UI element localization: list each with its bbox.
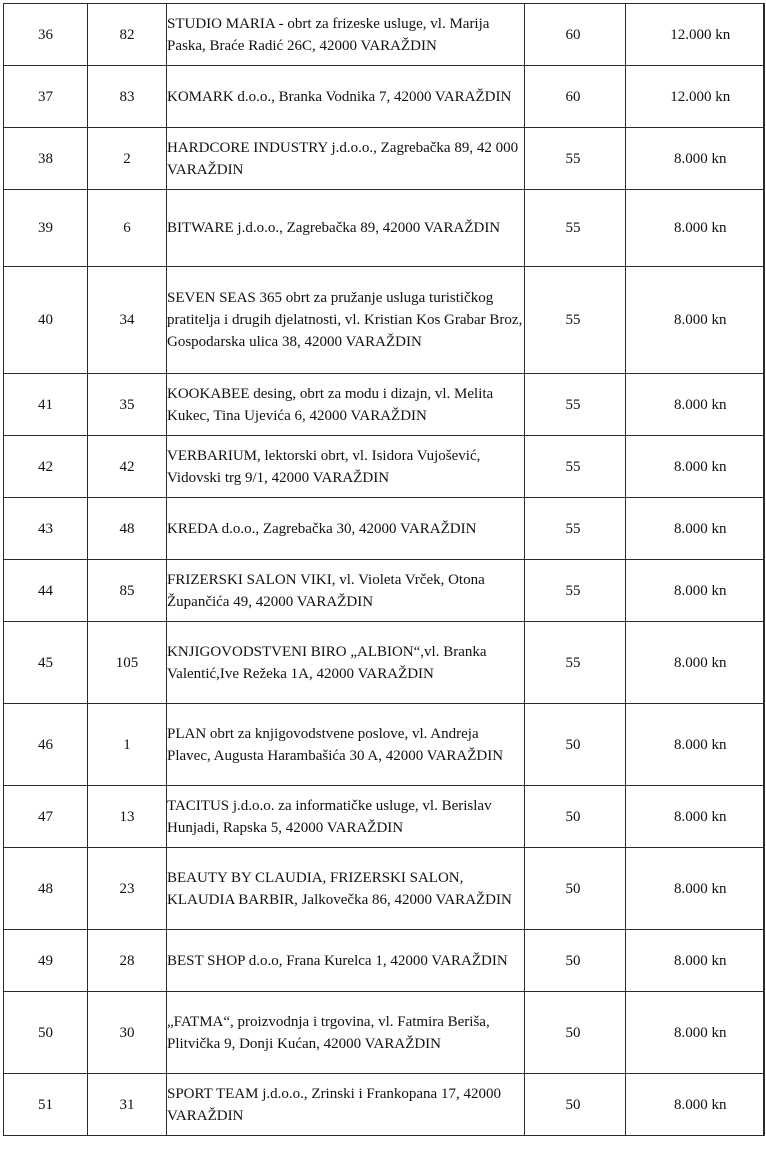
application-id-text: 23	[119, 880, 135, 897]
amount-cell	[626, 66, 764, 128]
application-id-cell	[88, 267, 167, 374]
amount-text: 8.000 kn	[674, 396, 727, 413]
application-id-text: 6	[123, 220, 131, 236]
application-id-cell	[88, 560, 167, 622]
applicant-name-cell	[167, 1074, 525, 1136]
amount-text: 8.000 kn	[674, 952, 727, 969]
application-id-text: 28	[119, 952, 135, 969]
applicant-name-cell	[167, 848, 525, 930]
row-number-cell	[4, 190, 88, 267]
score-cell	[525, 704, 626, 786]
score-text: 50	[565, 952, 581, 969]
score-cell	[525, 267, 626, 374]
row-number-text: 44	[38, 582, 53, 599]
amount-text: 8.000 kn	[674, 582, 727, 599]
table-row	[4, 66, 764, 128]
application-id-text: 35	[119, 396, 135, 413]
application-id-cell	[88, 4, 167, 66]
applicant-name-cell	[167, 436, 525, 498]
score-text: 55	[565, 312, 581, 328]
row-number-cell	[4, 267, 88, 374]
row-number-text: 45	[38, 654, 53, 671]
score-text: 50	[565, 736, 581, 753]
table-row	[4, 190, 764, 267]
score-cell	[525, 66, 626, 128]
row-number-cell	[4, 786, 88, 848]
applicant-name-cell	[167, 374, 525, 436]
amount-cell	[626, 704, 764, 786]
score-cell	[525, 436, 626, 498]
applicant-name-cell	[167, 560, 525, 622]
table-row	[4, 498, 764, 560]
application-id-text: 30	[119, 1024, 135, 1041]
applicant-name-text: KOOKABEE desing, obrt za modu i dizajn, vl. Melita Kukec, Tina Ujevića 6, 42000 VARAŽDIN	[167, 385, 494, 424]
applicant-name-text: KREDA d.o.o., Zagrebačka 30, 42000 VARAŽDIN	[167, 520, 477, 537]
amount-cell	[626, 4, 764, 66]
row-number-cell	[4, 1074, 88, 1136]
table-row	[4, 436, 764, 498]
amount-text: 8.000 kn	[674, 808, 727, 825]
application-id-text: 85	[119, 582, 135, 599]
application-id-cell	[88, 374, 167, 436]
score-text: 55	[565, 654, 581, 671]
application-id-text: 105	[115, 654, 139, 671]
amount-text: 12.000 kn	[670, 88, 731, 105]
applicant-name-text: PLAN obrt za knjigovodstvene poslove, vl. Andreja Plavec, Augusta Harambašića 30 A, 42000 VARAŽDIN	[167, 725, 504, 764]
score-cell	[525, 128, 626, 190]
application-id-cell	[88, 930, 167, 992]
table-row	[4, 622, 764, 704]
application-id-cell	[88, 436, 167, 498]
row-number-text: 40	[38, 312, 53, 328]
score-cell	[525, 930, 626, 992]
amount-cell	[626, 930, 764, 992]
score-text: 55	[565, 458, 581, 475]
row-number-text: 38	[38, 150, 53, 167]
application-id-text: 13	[119, 808, 135, 825]
amount-cell	[626, 992, 764, 1074]
score-text: 50	[565, 1096, 581, 1113]
amount-text: 8.000 kn	[674, 736, 727, 753]
score-text: 60	[565, 26, 581, 43]
amount-cell	[626, 498, 764, 560]
row-number-cell	[4, 4, 88, 66]
row-number-cell	[4, 622, 88, 704]
score-cell	[525, 848, 626, 930]
amount-text: 12.000 kn	[670, 26, 731, 43]
amount-cell	[626, 128, 764, 190]
table-row	[4, 267, 764, 374]
applicant-name-text: BEST SHOP d.o.o, Frana Kurelca 1, 42000 VARAŽDIN	[167, 952, 508, 969]
amount-cell	[626, 848, 764, 930]
application-id-text: 83	[119, 88, 135, 105]
applicant-name-text: TACITUS j.d.o.o. za informatičke usluge, vl. Berislav Hunjadi, Rapska 5, 42000 VARAŽDIN	[167, 797, 492, 836]
application-id-text: 34	[119, 312, 135, 328]
table-row	[4, 1074, 764, 1136]
applicant-name-cell	[167, 786, 525, 848]
applicant-name-cell	[167, 66, 525, 128]
application-id-cell	[88, 1074, 167, 1136]
applicant-name-cell	[167, 704, 525, 786]
application-id-cell	[88, 704, 167, 786]
applicant-name-text: BEAUTY BY CLAUDIA, FRIZERSKI SALON, KLAUDIA BARBIR, Jalkovečka 86, 42000 VARAŽDIN	[167, 869, 512, 908]
application-id-text: 31	[119, 1096, 135, 1113]
table-row	[4, 848, 764, 930]
amount-text: 8.000 kn	[674, 312, 727, 328]
applicant-name-text: KOMARK d.o.o., Branka Vodnika 7, 42000 VARAŽDIN	[167, 88, 512, 105]
application-id-cell	[88, 66, 167, 128]
row-number-text: 41	[38, 396, 53, 413]
applicant-name-cell	[167, 128, 525, 190]
applicant-name-text: HARDCORE INDUSTRY j.d.o.o., Zagrebačka 89, 42 000 VARAŽDIN	[167, 139, 519, 178]
application-id-text: 48	[119, 520, 135, 537]
applicant-name-text: VERBARIUM, lektorski obrt, vl. Isidora Vujošević, Vidovski trg 9/1, 42000 VARAŽDIN	[167, 447, 481, 486]
applicant-name-cell	[167, 4, 525, 66]
score-cell	[525, 992, 626, 1074]
row-number-text: 43	[38, 520, 53, 537]
application-id-text: 82	[119, 26, 135, 43]
score-cell	[525, 498, 626, 560]
score-text: 55	[565, 520, 581, 537]
applicant-name-cell	[167, 622, 525, 704]
table-row	[4, 4, 764, 66]
row-number-text: 39	[38, 220, 53, 236]
application-id-cell	[88, 622, 167, 704]
row-number-cell	[4, 704, 88, 786]
amount-text: 8.000 kn	[674, 1096, 727, 1113]
row-number-cell	[4, 848, 88, 930]
amount-text: 8.000 kn	[674, 150, 727, 167]
application-id-cell	[88, 992, 167, 1074]
score-text: 55	[565, 150, 581, 167]
row-number-text: 36	[38, 26, 53, 43]
row-number-text: 37	[38, 88, 53, 105]
applicant-name-cell	[167, 267, 525, 374]
row-number-cell	[4, 128, 88, 190]
row-number-cell	[4, 560, 88, 622]
score-text: 50	[565, 1024, 581, 1041]
application-id-cell	[88, 190, 167, 267]
score-cell	[525, 560, 626, 622]
applicant-name-text: KNJIGOVODSTVENI BIRO „ALBION“,vl. Branka Valentić,Ive Režeka 1A, 42000 VARAŽDIN	[167, 643, 487, 682]
row-number-text: 48	[38, 880, 53, 897]
amount-cell	[626, 190, 764, 267]
results-table	[3, 3, 765, 1136]
applicant-name-text: BITWARE j.d.o.o., Zagrebačka 89, 42000 VARAŽDIN	[167, 220, 501, 236]
application-id-cell	[88, 786, 167, 848]
score-text: 55	[565, 396, 581, 413]
row-number-cell	[4, 374, 88, 436]
row-number-text: 50	[38, 1024, 53, 1041]
table-row	[4, 704, 764, 786]
row-number-text: 46	[38, 736, 53, 753]
amount-cell	[626, 267, 764, 374]
row-number-cell	[4, 992, 88, 1074]
applicant-name-text: SEVEN SEAS 365 obrt za pružanje usluga turističkog pratitelja i drugih djelatnosti, vl. Kristian Kos Grabar Broz, Gospodarska ulica 38, 42000 VARAŽDIN	[167, 290, 523, 350]
score-cell	[525, 4, 626, 66]
score-cell	[525, 374, 626, 436]
table-row	[4, 128, 764, 190]
score-text: 50	[565, 808, 581, 825]
applicant-name-cell	[167, 930, 525, 992]
amount-text: 8.000 kn	[674, 1024, 727, 1041]
applicant-name-cell	[167, 190, 525, 267]
row-number-text: 42	[38, 458, 53, 475]
applicant-name-text: „FATMA“, proizvodnja i trgovina, vl. Fatmira Beriša, Plitvička 9, Donji Kućan, 42000 VARAŽDIN	[167, 1013, 490, 1052]
application-id-cell	[88, 128, 167, 190]
amount-text: 8.000 kn	[674, 654, 727, 671]
applicant-name-cell	[167, 992, 525, 1074]
table-row	[4, 930, 764, 992]
amount-cell	[626, 786, 764, 848]
row-number-cell	[4, 498, 88, 560]
score-cell	[525, 622, 626, 704]
score-cell	[525, 1074, 626, 1136]
application-id-text: 2	[123, 150, 131, 167]
table-row	[4, 992, 764, 1074]
amount-cell	[626, 436, 764, 498]
amount-text: 8.000 kn	[674, 520, 727, 537]
amount-text: 8.000 kn	[674, 220, 727, 236]
score-cell	[525, 786, 626, 848]
applicant-name-text: SPORT TEAM j.d.o.o., Zrinski i Frankopana 17, 42000 VARAŽDIN	[167, 1085, 501, 1124]
amount-text: 8.000 kn	[674, 880, 727, 897]
applicant-name-cell	[167, 498, 525, 560]
score-text: 60	[565, 88, 581, 105]
application-id-cell	[88, 848, 167, 930]
amount-cell	[626, 622, 764, 704]
amount-cell	[626, 374, 764, 436]
applicant-name-text: STUDIO MARIA - obrt za frizeske usluge, vl. Marija Paska, Braće Radić 26C, 42000 VARAŽDIN	[167, 15, 490, 54]
amount-text: 8.000 kn	[674, 458, 727, 475]
amount-cell	[626, 560, 764, 622]
application-id-text: 42	[119, 458, 135, 475]
table-row	[4, 374, 764, 436]
score-text: 50	[565, 880, 581, 897]
application-id-cell	[88, 498, 167, 560]
row-number-cell	[4, 66, 88, 128]
table-row	[4, 786, 764, 848]
table-row	[4, 560, 764, 622]
row-number-text: 51	[38, 1096, 53, 1113]
row-number-cell	[4, 436, 88, 498]
applicant-name-text: FRIZERSKI SALON VIKI, vl. Violeta Vrček, Otona Župančića 49, 42000 VARAŽDIN	[167, 571, 485, 610]
row-number-text: 47	[38, 808, 53, 825]
amount-cell	[626, 1074, 764, 1136]
application-id-text: 1	[123, 736, 131, 753]
score-text: 55	[565, 220, 581, 236]
score-text: 55	[565, 582, 581, 599]
row-number-text: 49	[38, 952, 53, 969]
row-number-cell	[4, 930, 88, 992]
score-cell	[525, 190, 626, 267]
table-body	[4, 4, 764, 1136]
